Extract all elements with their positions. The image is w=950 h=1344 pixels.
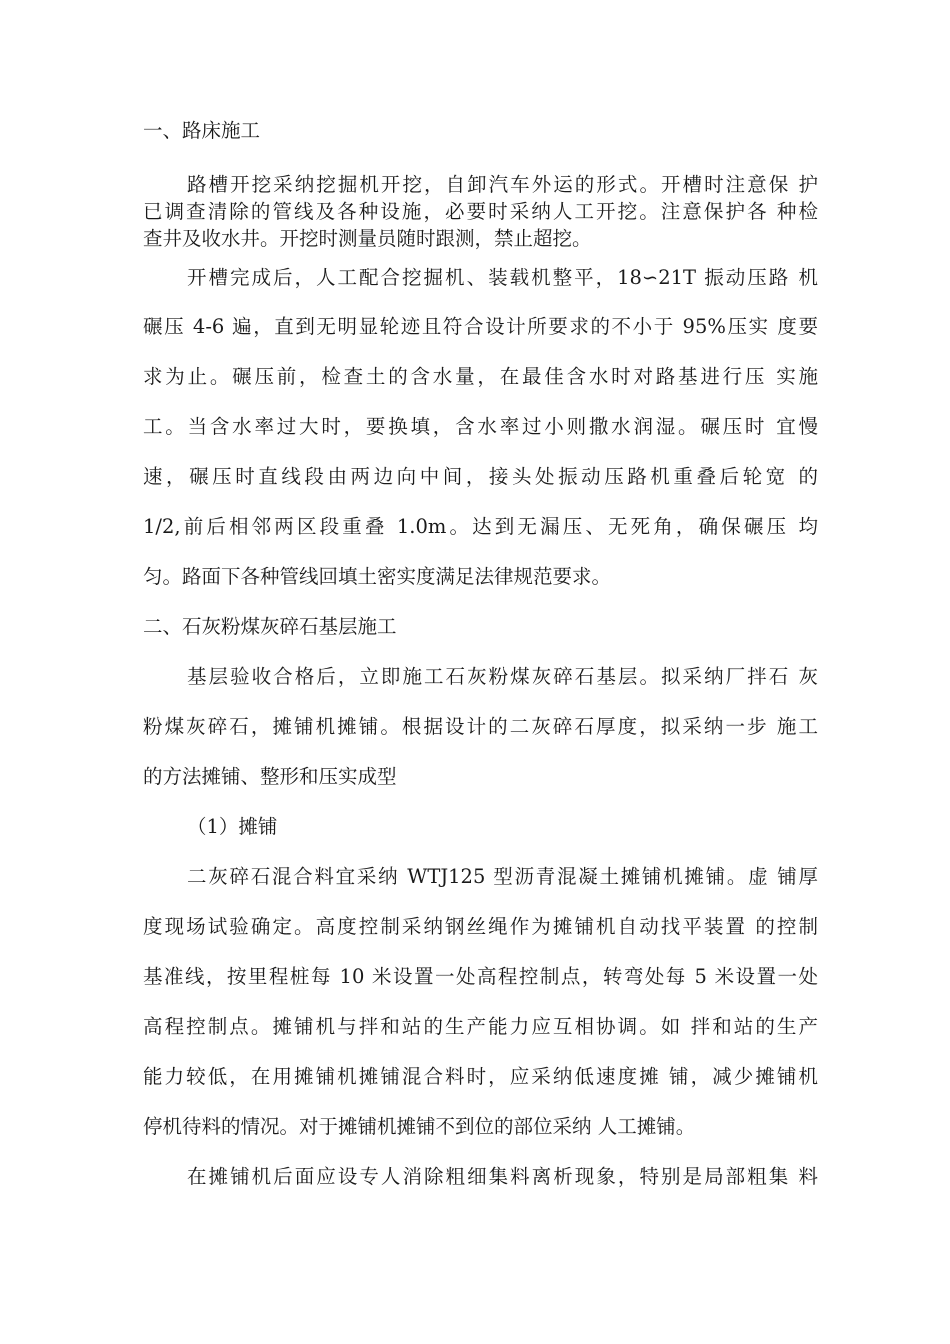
paragraph-line: 1/2,前后相邻两区段重叠 1.0m。达到无漏压、无死角，确保碾压 均 <box>143 515 818 538</box>
paragraph-line: 查井及收水井。开挖时测量员随时跟测，禁止超挖。 <box>143 227 592 250</box>
paragraph-line: 高程控制点。摊铺机与拌和站的生产能力应互相协调。如 拌和站的生产 <box>143 1015 818 1038</box>
paragraph-line: 在摊铺机后面应设专人消除粗细集料离析现象，特别是局部粗集 料 <box>187 1165 818 1188</box>
paragraph-line: 速，碾压时直线段由两边向中间，接头处振动压路机重叠后轮宽 的 <box>143 465 818 488</box>
paragraph-line: 已调查清除的管线及各种设施，必要时采纳人工开挖。注意保护各 种检 <box>143 200 818 223</box>
section-heading-roadbed: 一、路床施工 <box>143 119 261 142</box>
paragraph-line: 碾压 4-6 遍，直到无明显轮迹且符合设计所要求的不小于 95%压实 度要 <box>143 315 818 338</box>
paragraph-line: 度现场试验确定。高度控制采纳钢丝绳作为摊铺机自动找平装置 的控制 <box>143 915 818 938</box>
paragraph-line: 工。当含水率过大时，要换填，含水率过小则撒水润湿。碾压时 宜慢 <box>143 415 818 438</box>
paragraph-line: 路槽开挖采纳挖掘机开挖，自卸汽车外运的形式。开槽时注意保 护 <box>187 173 818 196</box>
paragraph-line: 基准线，按里程桩每 10 米设置一处高程控制点，转弯处每 5 米设置一处 <box>143 965 818 988</box>
paragraph-line: 粉煤灰碎石，摊铺机摊铺。根据设计的二灰碎石厚度，拟采纳一步 施工 <box>143 715 818 738</box>
paragraph-line: 能力较低，在用摊铺机摊铺混合料时，应采纳低速度摊 铺，减少摊铺机 <box>143 1065 818 1088</box>
paragraph-line: 二灰碎石混合料宜采纳 WTJ125 型沥青混凝土摊铺机摊铺。虚 铺厚 <box>187 865 818 888</box>
section-heading-base-layer: 二、石灰粉煤灰碎石基层施工 <box>143 615 397 638</box>
paragraph-line: 开槽完成后，人工配合挖掘机、装载机整平，18∽21T 振动压路 机 <box>187 266 818 289</box>
paragraph-line: 停机待料的情况。对于摊铺机摊铺不到位的部位采纳 人工摊铺。 <box>143 1115 696 1138</box>
paragraph-line: 求为止。碾压前，检查土的含水量，在最佳含水时对路基进行压 实施 <box>143 365 818 388</box>
paragraph-line: 匀。路面下各种管线回填土密实度满足法律规范要求。 <box>143 565 612 588</box>
subsection-heading-paving: （1）摊铺 <box>187 815 278 838</box>
paragraph-line: 的方法摊铺、整形和压实成型 <box>143 765 397 788</box>
paragraph-line: 基层验收合格后，立即施工石灰粉煤灰碎石基层。拟采纳厂拌石 灰 <box>187 665 818 688</box>
